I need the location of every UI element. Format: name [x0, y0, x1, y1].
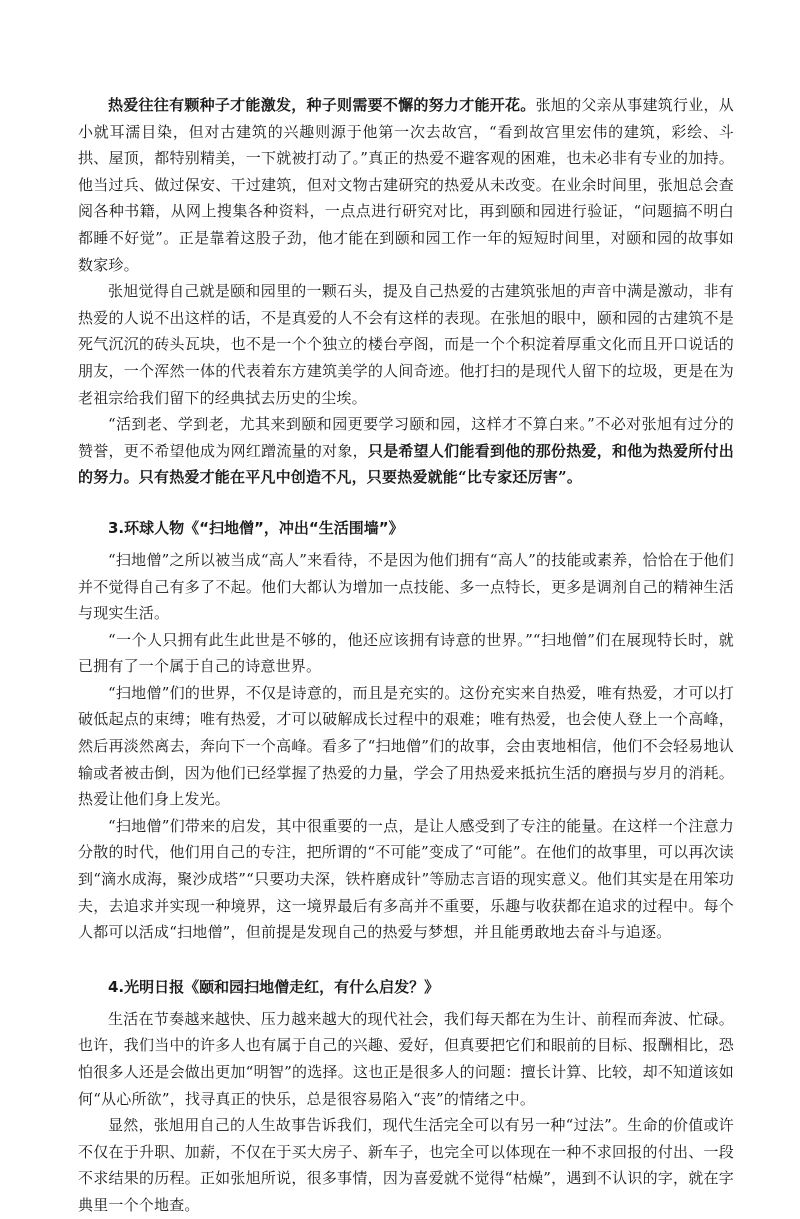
paragraph: 生活在节奏越来越快、压力越来越大的现代社会，我们每天都在为生计、前程而奔波、忙碌。也许，我们当中的许多人也有属于自己的兴趣、爱好，但真要把它们和眼前的目标、报酬相比，恐怕很多人还是会做出更加“明智”的选择。这也正是很多人的问题：擅长计算、比较，却不知道该如何“从心所欲”，找寻真正的快乐，总是很容易陷入“丧”的情绪之中。	[78, 1009, 734, 1108]
paragraph	[78, 92, 734, 278]
bold-conclusion: 只是希望人们能看到他的那份热爱，和他为热爱所付出的努力。只有热爱才能在平凡中创造不凡，只要热爱就能“比专家还厉害”。	[78, 441, 734, 487]
paragraph: “扫地僧”之所以被当成“高人”来看待，不是因为他们拥有“高人”的技能或素养，恰恰在于他们并不觉得自己有多了不起。他们大都认为增加一点技能、多一点特长，更多是调剂自己的精神生活与现实生活。	[78, 550, 734, 623]
paragraph	[78, 411, 734, 491]
bold-lead-sentence: 热爱往往有颗种子才能激发，种子则需要不懈的努力才能开花。	[108, 96, 536, 114]
paragraph: “扫地僧”们带来的启发，其中很重要的一点，是让人感受到了专注的能量。在这样一个注意力分散的时代，他们用自己的专注，把所谓的“不可能”变成了“可能”。在他们的故事里，可以再次读到“滴水成海，聚沙成塔”“只要功夫深，铁杵磨成针”等励志言语的现实意义。他们其实是在用笨功夫，去追求并实现一种境界，这一境界最后有多高并不重要，乐趣与收获都在追求的过程中。每个人都可以活成“扫地僧”，但前提是发现自己的热爱与梦想，并且能勇敢地去奋斗与追逐。	[78, 816, 734, 942]
section-heading: 4.光明日报《颐和园扫地僧走红，有什么启发？》	[108, 977, 440, 996]
paragraph-text: 张旭的父亲从事建筑行业，从小就耳濡目染，但对古建筑的兴趣则源于他第一次去故宫，“看到故宫里宏伟的建筑，彩绘、斗拱、屋顶，都特别精美，一下就被打动了。”真正的热爱不避客观的困难，也未必非有专业的加持。他当过兵、做过保安、干过建筑，但对文物古建研究的热爱从未改变。在业余时间里，张旭总会查阅各种书籍，从网上搜集各种资料，一点点进行研究对比，再到颐和园进行验证，“问题搞不明白都睡不好觉”。正是靠着这股子劲，他才能在到颐和园工作一年的短短时间里，对颐和园的故事如数家珍。	[78, 96, 734, 274]
section-heading: 3.环球人物《“扫地僧”，冲出“生活围墙”》	[108, 518, 404, 537]
paragraph: “一个人只拥有此生此世是不够的，他还应该拥有诗意的世界。”“扫地僧”们在展现特长时，就已拥有了一个属于自己的诗意世界。	[78, 630, 734, 676]
paragraph: 张旭觉得自己就是颐和园里的一颗石头，提及自己热爱的古建筑张旭的声音中满是激动，非有热爱的人说不出这样的话，不是真爱的人不会有这样的表现。在张旭的眼中，颐和园的古建筑不是死气沉沉的砖头瓦块，也不是一个个独立的楼台亭阁，而是一个个积淀着厚重文化而且开口说话的朋友，一个浑然一体的代表着东方建筑美学的人间奇迹。他打扫的是现代人留下的垃圾，更是在为老祖宗给我们留下的经典拭去历史的尘埃。	[78, 282, 734, 407]
paragraph: 显然，张旭用自己的人生故事告诉我们，现代生活完全可以有另一种“过法”。生命的价值或许不仅在于升职、加薪，不仅在于买大房子、新车子，也完全可以体现在一种不求回报的付出、一段不求结果的历程。正如张旭所说，很多事情，因为喜爱就不觉得“枯燥”，遇到不认识的字，就在字典里一个个地查。	[78, 1116, 734, 1214]
paragraph: “扫地僧”们的世界，不仅是诗意的，而且是充实的。这份充实来自热爱，唯有热爱，才可以打破低起点的束缚；唯有热爱，才可以破解成长过程中的艰难；唯有热爱，也会使人登上一个高峰，然后再淡然离去，奔向下一个高峰。看多了“扫地僧”们的故事，会由衷地相信，他们不会轻易地认输或者被击倒，因为他们已经掌握了热爱的力量，学会了用热爱来抵抗生活的磨损与岁月的消耗。热爱让他们身上发光。	[78, 683, 734, 809]
paragraph-text: “活到老、学到老，尤其来到颐和园更要学习颐和园，这样才不算白来。”不必对张旭有过分的赞誉，更不希望他成为网红蹭流量的对象，	[78, 415, 734, 460]
